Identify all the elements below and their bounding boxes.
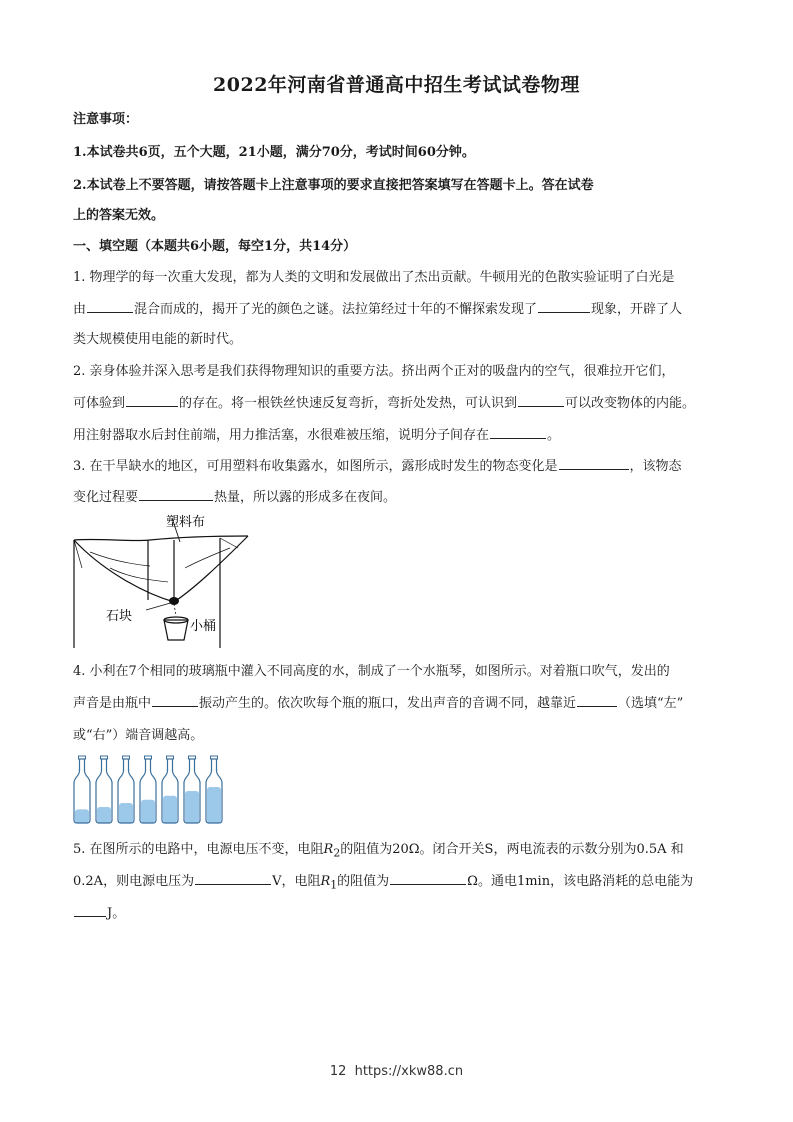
notice-heading: 注意事项： xyxy=(73,112,139,127)
bottle xyxy=(184,756,200,823)
answer-blank xyxy=(490,437,546,439)
q3-line1 xyxy=(73,455,723,474)
bottle xyxy=(96,756,112,823)
plastic-cloth xyxy=(74,536,248,602)
q3-text-c: 变化过程要 xyxy=(73,490,139,505)
q2-text-d: 用注射器取水后封住前端，用力推活塞，水很难被压缩，说明分子间存在 xyxy=(73,428,490,443)
bottle xyxy=(206,756,222,823)
bottle-mouth xyxy=(211,756,218,759)
answer-blank xyxy=(390,883,466,885)
q2-line2 xyxy=(73,392,723,411)
q5-text-e: 的阻值为 xyxy=(337,874,390,889)
bottle-mouth xyxy=(123,756,130,759)
q1-text-b: 混合而成的，揭开了光的颜色之谜。法拉第经过十年的不懈探索发现了 xyxy=(134,302,538,317)
bottle-water xyxy=(97,807,111,823)
q4-text-a: 声音是由瓶中 xyxy=(73,696,152,711)
q1-line2 xyxy=(73,298,723,317)
bottle-mouth xyxy=(167,756,174,759)
q5-text-a: 5. 在图所示的电路中，电源电压不变，电阻 xyxy=(73,842,324,857)
page-title: 2022年河南省普通高中招生考试试卷物理 xyxy=(213,74,580,96)
footer-url: https://xkw88.cn xyxy=(354,1064,464,1079)
bottle-water xyxy=(185,791,199,823)
bottle xyxy=(118,756,134,823)
q5-line1 xyxy=(73,838,723,860)
answer-blank xyxy=(195,883,271,885)
q4-text-b: 振动产生的。依次吹每个瓶的瓶口，发出声音的音调不同，越靠近 xyxy=(199,696,577,711)
r1-subscript: 1 xyxy=(330,878,338,892)
answer-blank xyxy=(139,499,213,501)
cloth-top-edge xyxy=(74,536,248,541)
q1-line1: 1. 物理学的每一次重大发现，都为人类的文明和发展做出了杰出贡献。牛顿用光的色散实验证明了白光是 xyxy=(73,270,675,285)
q2-text-b: 的存在。将一根铁丝快速反复弯折，弯折处发热，可认识到 xyxy=(179,396,518,411)
q3-text-b: ，该物态 xyxy=(629,459,682,474)
label-stone: 石块 xyxy=(106,609,133,624)
label-bucket: 小桶 xyxy=(190,619,217,634)
q2-line1: 2. 亲身体验并深入思考是我们获得物理知识的重要方法。挤出两个正对的吸盘内的空气，很难拉开它们， xyxy=(73,364,675,379)
answer-blank xyxy=(559,468,629,470)
answer-blank xyxy=(152,705,198,707)
answer-blank xyxy=(538,311,590,313)
bottle-water xyxy=(141,800,155,823)
section-heading: 一、填空题（本题共6小题，每空1分，共14分） xyxy=(73,239,357,254)
q1-line3: 类大规模使用电能的新时代。 xyxy=(73,332,243,347)
q5-text-f: Ω。通电1min，该电路消耗的总电能为 xyxy=(467,874,694,889)
q2-text-a: 可体验到 xyxy=(73,396,126,411)
page-footer xyxy=(0,1064,793,1079)
notice-item-1: 1.本试卷共6页，五个大题，21小题，满分70分，考试时间60分钟。 xyxy=(73,145,475,160)
bottle xyxy=(74,756,90,823)
water-bottle-xylophone xyxy=(72,755,224,825)
q5-text-g: J。 xyxy=(107,906,126,921)
q5-text-d: V，电阻 xyxy=(272,874,321,889)
q2-line3 xyxy=(73,424,723,443)
bottle-water xyxy=(75,809,89,823)
notice-item-2-line2: 上的答案无效。 xyxy=(73,208,165,223)
answer-blank xyxy=(518,405,564,407)
q5-line2 xyxy=(73,870,723,892)
bottle-mouth xyxy=(79,756,86,759)
label-cloth: 塑料布 xyxy=(166,515,206,530)
bottle-mouth xyxy=(189,756,196,759)
bottle xyxy=(140,756,156,823)
q2-text-c: 可以改变物体的内能。 xyxy=(565,396,696,411)
q3-line2 xyxy=(73,486,723,505)
q2-text-e: 。 xyxy=(547,428,561,443)
q3-text-d: 热量，所以露的形成多在夜间。 xyxy=(214,490,397,505)
q5-text-b: 的阻值为20Ω。闭合开关S，两电流表的示数分别为0.5A 和 xyxy=(340,842,684,857)
q1-text-a: 由 xyxy=(73,302,87,317)
bottle-mouth xyxy=(145,756,152,759)
bottle-water xyxy=(119,803,133,823)
q4-text-c: （选填“左” xyxy=(618,696,684,711)
bottle-water xyxy=(163,796,177,823)
q4-line2 xyxy=(73,692,723,711)
answer-blank xyxy=(74,915,106,917)
q5-line3 xyxy=(73,902,723,921)
answer-blank xyxy=(87,311,133,313)
q5-text-c: 0.2A，则电源电压为 xyxy=(73,874,195,889)
answer-blank xyxy=(126,405,178,407)
answer-blank xyxy=(577,705,617,707)
r2-symbol: R xyxy=(323,842,334,857)
page-number: 12 xyxy=(329,1064,347,1079)
r1-symbol: R xyxy=(320,874,331,889)
dew-collector-figure xyxy=(70,508,260,653)
q4-line1: 4. 小利在7个相同的玻璃瓶中灌入不同高度的水，制成了一个水瓶琴，如图所示。对着瓶口吹气，发出的 xyxy=(73,664,670,679)
q1-text-c: 现象，开辟了人 xyxy=(591,302,683,317)
q3-text-a: 3. 在干旱缺水的地区，可用塑料布收集露水，如图所示，露形成时发生的物态变化是 xyxy=(73,459,558,474)
bottle-water xyxy=(207,787,221,823)
bottle xyxy=(162,756,178,823)
bottle-mouth xyxy=(101,756,108,759)
notice-item-2-line1: 2.本试卷上不要答题，请按答题卡上注意事项的要求直接把答案填写在答题卡上。答在试卷 xyxy=(73,178,594,193)
r2-subscript: 2 xyxy=(333,846,341,860)
q4-line3: 或“右”）端音调越高。 xyxy=(73,728,204,743)
stone xyxy=(169,597,179,605)
